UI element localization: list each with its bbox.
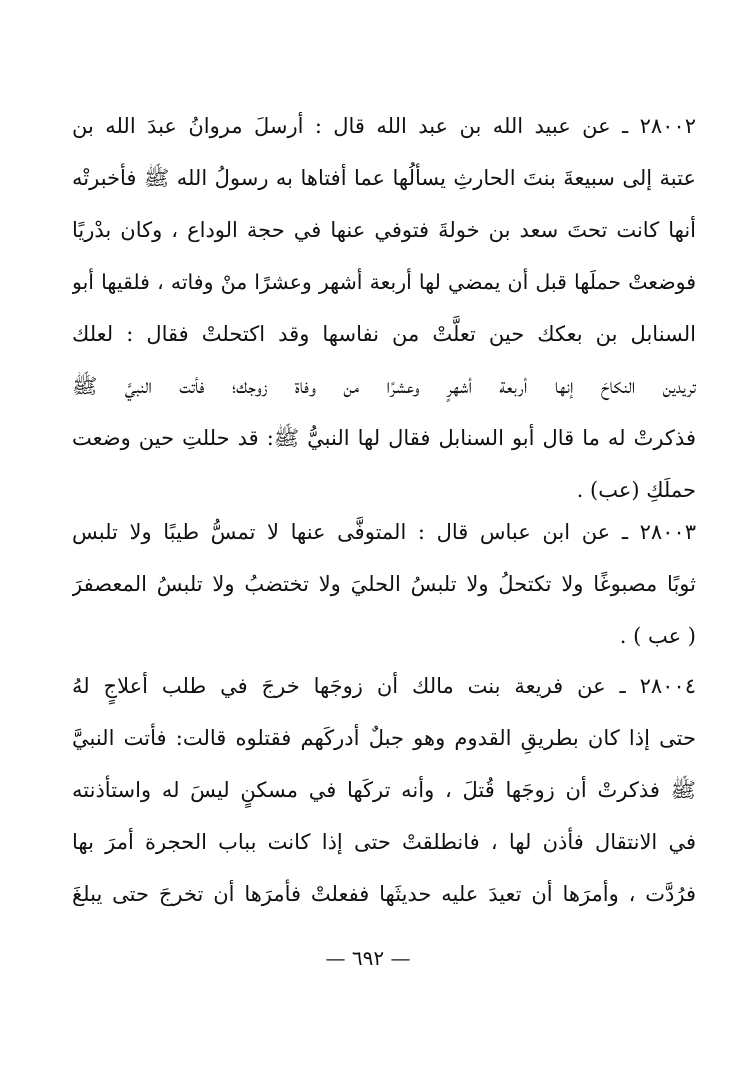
hadith-paragraph-28004: [72, 660, 696, 920]
text-line: ٢٨٠٠٢ ـ عن عبيد الله بن عبد الله قال : أرسلَ مروانُ عبدَ الله بن: [72, 114, 696, 138]
hadith-paragraph-28002: [72, 100, 696, 516]
text-line: ( عب ) .: [619, 624, 696, 648]
text-line: ثوبًا مصبوغًا ولا تكتحلُ ولا تلبسُ الحليَ ولا تختضبُ ولا تلبسُ المعصفرَ: [72, 572, 696, 596]
text-line: أنها كانت تحتَ سعد بن خولةَ فتوفي عنها في حجة الوداع ، وكان بدْريًا: [72, 218, 696, 242]
text-line: السنابل بن بعكك حين تعلَّتْ من نفاسها وقد اكتحلتْ فقال : لعلك: [72, 322, 696, 346]
text-line: ٢٨٠٠٤ ـ عن فريعة بنت مالك أن زوجَها خرجَ في طلب أعلاجٍ لهُ: [72, 674, 696, 698]
text-line: فرُدَّت ، وأمرَها أن تعيدَ عليه حديثَها ففعلتْ فأمرَها أن تخرجَ حتى يبلغَ: [72, 882, 696, 906]
hadith-paragraph-28003: [72, 506, 696, 662]
text-line: فذكرتْ له ما قال أبو السنابل فقال لها النبيُّ ﷺ: قد حللتِ حين وضعت: [72, 426, 696, 450]
text-line: تريدين النكاحَ إنها أربعة أشهرٍ وعشرًا من وفاة زوجك؛ فأتت النبيَّ ﷺ: [72, 374, 696, 398]
text-line: حتى إذا كان بطريقِ القدوم وهو جبلٌ أدركَهم فقتلوه قالت: فأتت النبيَّ: [72, 726, 696, 750]
text-line: عتبة إلى سبيعةَ بنتَ الحارثِ يسألُها عما أفتاها به رسولُ الله ﷺ فأخبرتْه: [72, 166, 696, 190]
page-number: — ٦٩٢ —: [325, 946, 411, 970]
text-line: حملَكِ (عب) .: [576, 478, 696, 502]
text-line: ﷺ فذكرتْ أن زوجَها قُتلَ ، وأنه تركَها في مسكنٍ ليسَ له واستأذنته: [72, 778, 696, 802]
text-line: فوضعتْ حملَها قبل أن يمضي لها أربعة أشهر وعشرًا منْ وفاته ، فلقيها أبو: [72, 270, 696, 294]
text-line: ٢٨٠٠٣ ـ عن ابن عباس قال : المتوفَّى عنها لا تمسُّ طيبًا ولا تلبس: [72, 520, 696, 544]
text-line: في الانتقال فأذن لها ، فانطلقتْ حتى إذا كانت بباب الحجرة أمرَ بها: [72, 830, 696, 854]
